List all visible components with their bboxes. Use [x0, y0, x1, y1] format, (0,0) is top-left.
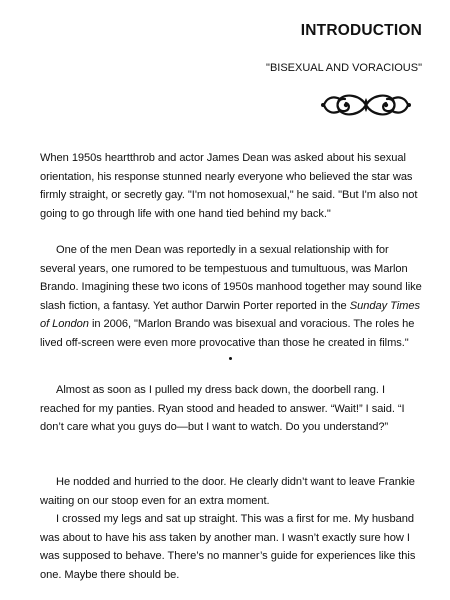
text-line: orientation, his response stunned nearly everyone who believed the star was	[40, 170, 413, 183]
text-line	[40, 297, 420, 316]
text-line: firmly straight, or secretly gay. "I'm not homosexual," he said. "But I'm also not	[40, 189, 418, 201]
paragraph-door	[40, 473, 420, 510]
text-line: one. Maybe there should be.	[40, 568, 180, 581]
text-segment: in 2006, "Marlon Brando was bisexual and voracious. The roles he	[88, 318, 415, 330]
text-segment: slash fiction, a fantasy. Yet author Darwin Porter reported in the	[40, 299, 347, 312]
text-line: When 1950s heartthrob and actor James Dean was asked about his sexual	[40, 152, 406, 164]
text-line: One of the men Dean was reportedly in a sexual relationship with for	[56, 244, 389, 256]
text-line: going to go through life with one hand tied behind my back."	[40, 207, 331, 220]
text-line: Almost as soon as I pulled my dress back down, the doorbell rang. I	[56, 384, 386, 396]
section-break-dot-icon	[229, 357, 232, 360]
text-line: He nodded and hurried to the door. He clearly didn’t want to leave Frankie	[56, 476, 415, 488]
publication-title: Sunday Times	[349, 299, 420, 312]
text-line: I crossed my legs and sat up straight. This was a first for me. My husband	[56, 513, 415, 525]
text-line: was supposed to behave. There’s no manner’s guide for experiences like this	[40, 550, 416, 562]
text-line: lived off-screen were even more provocative than those he created in films."	[40, 336, 409, 349]
chapter-title: INTRODUCTION	[300, 22, 422, 39]
ornamental-flourish-icon	[320, 85, 412, 125]
text-line	[40, 315, 420, 334]
paragraph-doorbell	[40, 381, 420, 437]
text-line: several years, one rumored to be tempestuous and tumultuous, was Marlon	[40, 262, 408, 275]
text-line: don’t care what you guys do—but I want to watch. Do you understand?”	[40, 421, 389, 433]
publication-title-cont: of London	[40, 318, 89, 330]
chapter-subtitle: "BISEXUAL AND VORACIOUS"	[266, 62, 422, 74]
paragraph-marlon-brando	[40, 241, 420, 352]
text-line: waiting on our stoop even for an extra moment.	[40, 494, 270, 507]
text-line: was about to have his ass taken by another man. I wasn’t exactly sure how I	[40, 531, 410, 544]
paragraph-crossed-legs	[40, 510, 420, 584]
text-line: reached for my panties. Ryan stood and headed to answer. “Wait!” I said. “I	[40, 402, 405, 415]
paragraph-james-dean	[40, 149, 420, 223]
text-line: Brando. Imagining these two icons of 1950s manhood together may sound like	[40, 281, 422, 293]
